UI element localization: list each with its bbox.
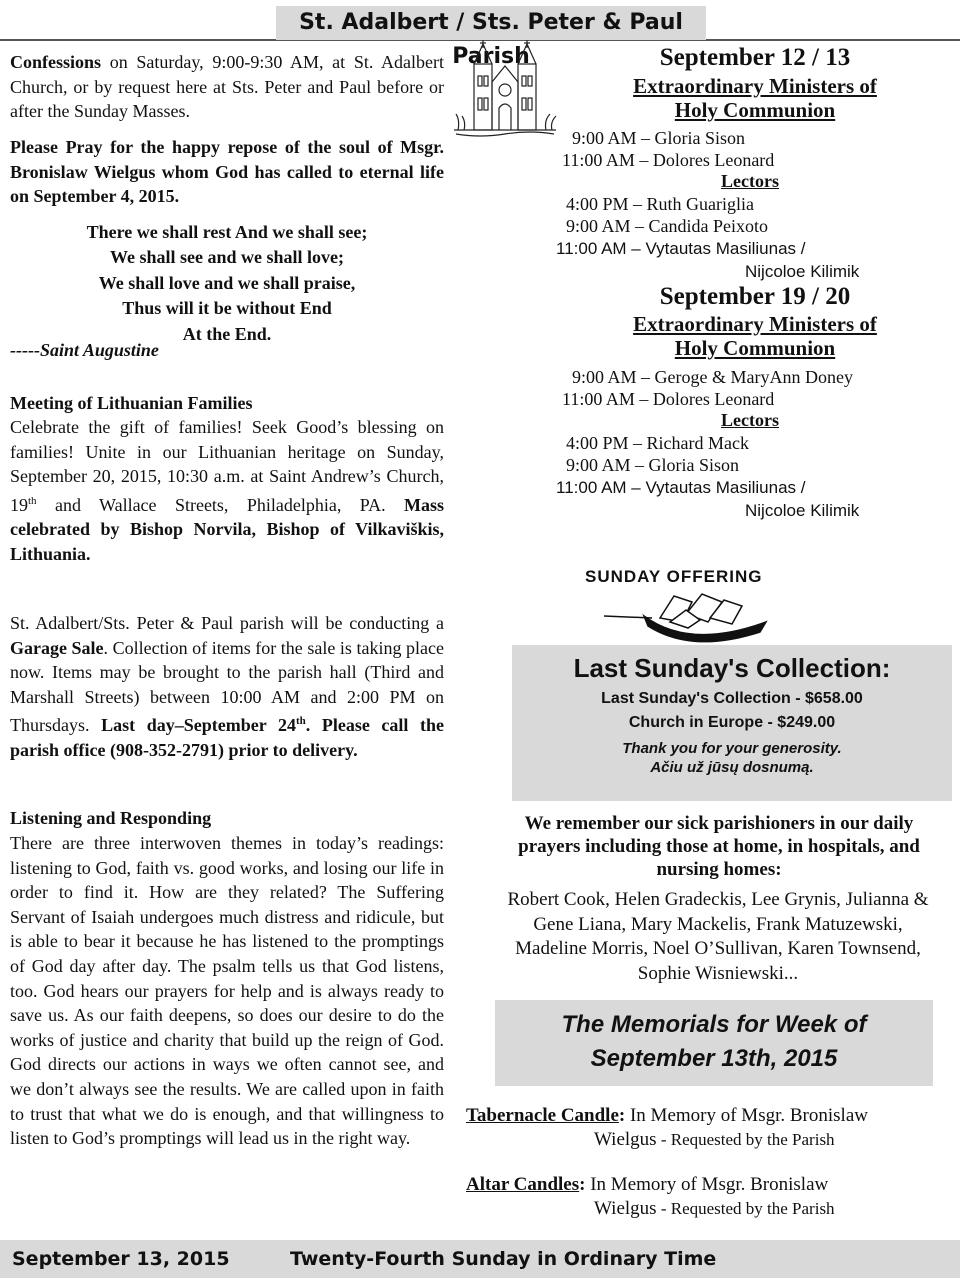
minister-entry: 9:00 AM – Geroge & MaryAnn Doney xyxy=(572,367,853,387)
listening-title: Listening and Responding xyxy=(10,808,212,828)
schedule-date-1: September 12 / 13 xyxy=(659,44,851,71)
poem-line: We shall see and we shall love; xyxy=(109,247,344,268)
collection-europe: Church in Europe - $249.00 xyxy=(628,714,836,731)
lector-entry: 9:00 AM – Gloria Sison xyxy=(566,455,740,475)
ministers-heading: Holy Communion xyxy=(674,336,836,360)
poem-line: We shall love and we shall praise, xyxy=(98,272,356,293)
altar-candles: Altar Candles: In Memory of Msgr. Bronislaw Wielgus - Requested by the Parish xyxy=(466,1174,835,1219)
footer-bar xyxy=(0,1240,960,1278)
lectors-heading: Lectors xyxy=(721,410,779,430)
lector-entry-cont: Nijcoloe Kilimik xyxy=(745,262,860,281)
ministers-heading: Holy Communion xyxy=(674,98,836,122)
footer-date: September 13, 2015 xyxy=(12,1248,230,1270)
lithuanian-title: Meeting of Lithuanian Families xyxy=(10,393,253,413)
confessions-notice: Confessions on Saturday, 9:00-9:30 AM, at St. Adalbert Church, or by request here at Sts. Peter and Paul before or after the Sunday Masses. xyxy=(10,52,444,122)
lector-entry: 4:00 PM – Richard Mack xyxy=(566,433,749,453)
minister-entry: 11:00 AM – Dolores Leonard xyxy=(562,150,775,170)
poem-line: There we shall rest And we shall see; xyxy=(86,222,368,242)
minister-entry: 11:00 AM – Dolores Leonard xyxy=(562,389,775,409)
poem-line: At the End. xyxy=(182,323,272,344)
tabernacle-candle: Tabernacle Candle: In Memory of Msgr. Bronislaw Wielgus - Requested by the Parish xyxy=(466,1105,868,1150)
listening-text: There are three interwoven themes in today’s readings: listening to God, faith vs. good works, and losing our life in order to find it. How are they related? The Suffering Servant of Isaiah undergoes much distress and ridicule, but is able to bear it because he has listened to the promptings of God day after day. The psalm tells us that God listens, too. God hears our prayers for help and is always ready to save us. As our faith deepens, so does our desire to do the works of justice and charity that build up the reign of God. God directs our actions in ways we often cannot see, and we don’t always see the results. We are called upon in faith to trust that what we do is enough, and that willingness to listen to God’s promptings will lead us in the right way. xyxy=(10,833,444,1149)
sick-names: Robert Cook, Helen Gradeckis, Lee Grynis, Julianna & Gene Liana, Mary Mackelis, Frank Matuzewski, Madeline Morris, Noel O’Sullivan, Karen Townsend, Sophie Wisniewski... xyxy=(507,889,929,984)
church-illustration xyxy=(450,36,560,146)
ministers-heading: Extraordinary Ministers of xyxy=(633,312,877,336)
garage-sale-notice: St. Adalbert/Sts. Peter & Paul parish will be conducting a Garage Sale. Collection of items for the sale is taking place now. Items may be brought to the parish hall (Third and Marshall Streets) between 10:00 AM and 2:00 PM on Thursdays. Last day–September 24th. Please call the parish office (908-352-2791) prior to delivery. xyxy=(10,613,445,760)
lithuanian-text: Celebrate the gift of families! Seek Good’s blessing on families! Unite in our Lithuanian heritage on Sunday, September 20, 2015, 10:30 a.m. at Saint Andrew’s Church, 19th and Wallace Streets, Philadelphia, PA. Mass celebrated by Bishop Norvila, Bishop of Vilkaviškis, Lithuania. xyxy=(10,417,444,564)
collection-box xyxy=(512,645,952,801)
collection-title: Last Sunday's Collection: xyxy=(573,653,891,683)
lector-entry: 11:00 AM – Vytautas Masiliunas / xyxy=(556,478,806,497)
confessions-label: Confessions xyxy=(10,52,102,72)
collection-amount: Last Sunday's Collection - $658.00 xyxy=(601,690,863,707)
offering-basket-icon xyxy=(600,588,780,644)
lector-entry: 4:00 PM – Ruth Guariglia xyxy=(566,194,754,214)
poem-line: Thus will it be without End xyxy=(122,298,332,319)
schedule-date-2: September 19 / 20 xyxy=(659,283,851,310)
sick-heading: We remember our sick parishioners in our daily prayers including those at home, in hospitals, and nursing homes: xyxy=(518,813,920,880)
augustine-poem xyxy=(10,220,444,347)
prayer-notice: Please Pray for the happy repose of the soul of Msgr. Bronislaw Wielgus whom God has called to eternal life on September 4, 2015. xyxy=(10,137,444,207)
parish-title: St. Adalbert / Sts. Peter & Paul Parish xyxy=(276,6,706,40)
lector-entry: 11:00 AM – Vytautas Masiliunas / xyxy=(556,239,806,258)
poem-attribution: -----Saint Augustine xyxy=(10,340,159,360)
lector-entry-cont: Nijcoloe Kilimik xyxy=(745,501,860,520)
lectors-heading: Lectors xyxy=(721,171,779,191)
footer-occasion: Twenty-Fourth Sunday in Ordinary Time xyxy=(290,1248,717,1270)
lector-entry: 9:00 AM – Candida Peixoto xyxy=(566,216,768,236)
minister-entry: 9:00 AM – Gloria Sison xyxy=(572,128,746,148)
collection-thanks: Thank you for your generosity. xyxy=(622,740,842,757)
collection-thanks-lt: Ačiu už jūsų dosnumą. xyxy=(650,759,814,776)
memorials-banner: The Memorials for Week of September 13th, 2015 xyxy=(495,1000,933,1086)
ministers-heading: Extraordinary Ministers of xyxy=(633,74,877,98)
offering-label: SUNDAY OFFERING xyxy=(585,567,763,586)
